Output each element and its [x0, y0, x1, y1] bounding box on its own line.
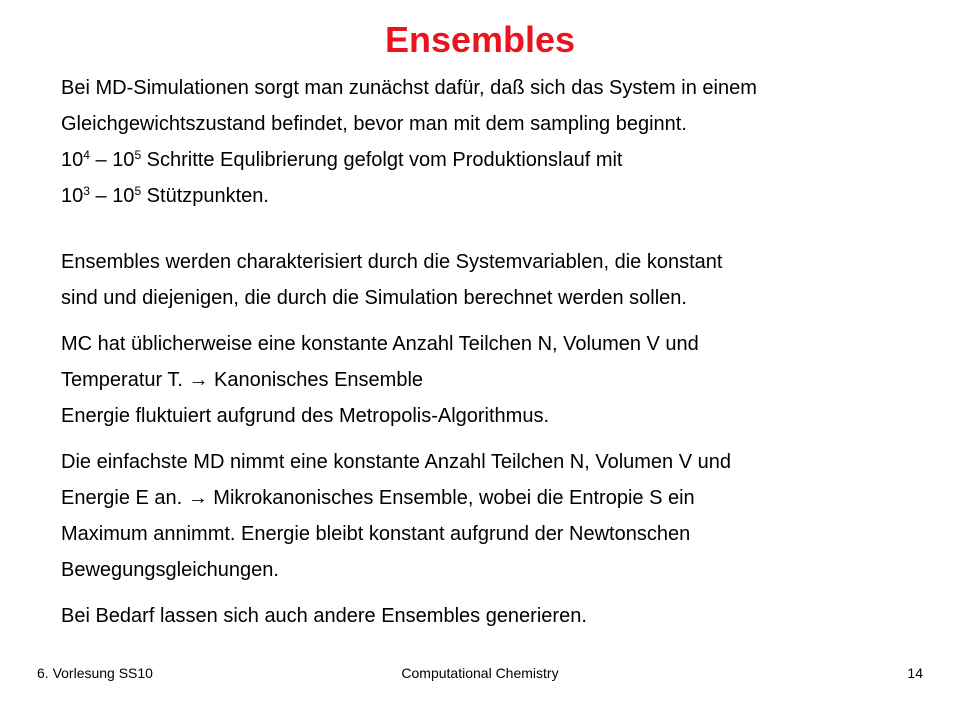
text-line: Bewegungsgleichungen.	[61, 559, 279, 581]
slide-title: Ensembles	[384, 19, 576, 60]
power-base: 10	[112, 185, 135, 207]
text-line: Energie E an. → Mikrokanonisches Ensemble, wobei die Entropie S ein	[61, 487, 695, 509]
paragraph-mc-canonical	[61, 326, 941, 434]
power-exponent: 3	[83, 184, 90, 198]
text-line: MC hat üblicherweise eine konstante Anzahl Teilchen N, Volumen V und	[61, 333, 699, 355]
paragraph-other-ensembles	[61, 598, 941, 634]
text-line-equilibration-steps	[61, 142, 941, 178]
text-line: Temperatur T. → Kanonisches Ensemble	[61, 369, 424, 391]
slide-body	[61, 70, 941, 634]
text-line: Energie fluktuiert aufgrund des Metropolis-Algorithmus.	[61, 405, 550, 427]
text-segment: Schritte Equlibrierung gefolgt vom Produktionslauf mit	[141, 149, 623, 171]
text-line: Maximum annimmt. Energie bleibt konstant aufgrund der Newtonschen	[61, 523, 691, 545]
text-line: Gleichgewichtszustand befindet, bevor man mit dem sampling beginnt.	[61, 113, 687, 135]
paragraph-md-equilibration	[61, 70, 941, 214]
paragraph-md-microcanonical	[61, 444, 941, 588]
range-separator: –	[89, 185, 113, 207]
text-line: sind und diejenigen, die durch die Simulation berechnet werden sollen.	[61, 287, 687, 309]
power-exponent: 4	[83, 148, 90, 162]
power-base: 10	[61, 185, 84, 207]
paragraph-ensemble-definition	[61, 244, 941, 316]
text-line: Ensembles werden charakterisiert durch die Systemvariablen, die konstant	[61, 251, 723, 273]
power-exponent: 5	[134, 184, 142, 198]
text-line: Die einfachste MD nimmt eine konstante Anzahl Teilchen N, Volumen V und	[61, 451, 731, 473]
text-line: Bei Bedarf lassen sich auch andere Ensembles generieren.	[61, 605, 587, 627]
footer-course: Computational Chemistry	[401, 665, 559, 681]
power-exponent: 5	[134, 148, 142, 162]
footer-lecture: 6. Vorlesung SS10	[37, 665, 153, 681]
text-segment: Stützpunkten.	[141, 185, 269, 207]
power-base: 10	[112, 149, 135, 171]
range-separator: –	[89, 149, 113, 171]
text-line: Bei MD-Simulationen sorgt man zunächst dafür, daß sich das System in einem	[61, 77, 757, 99]
text-line-sampling-points	[61, 178, 941, 214]
footer-page-number: 14	[907, 665, 923, 681]
power-base: 10	[61, 149, 84, 171]
